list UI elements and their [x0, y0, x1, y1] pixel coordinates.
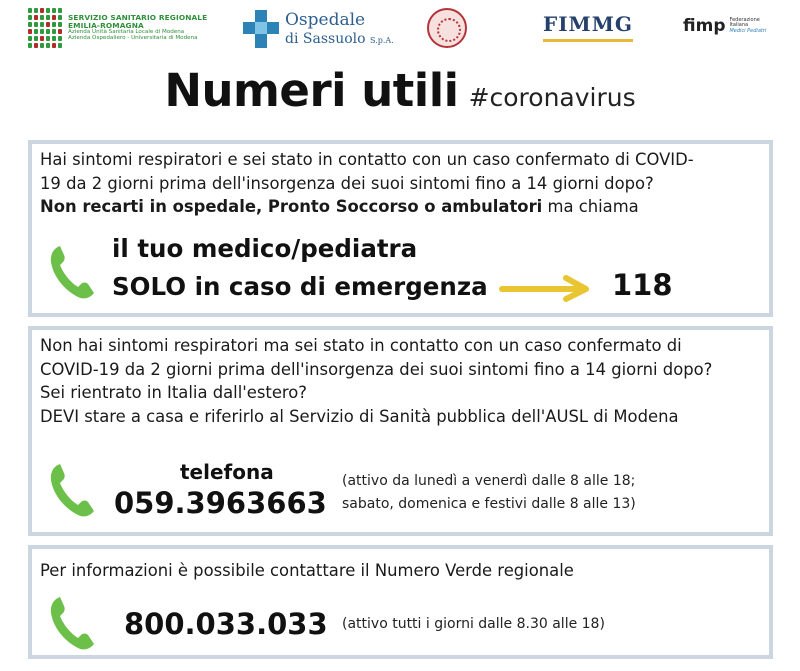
ospedale-sassuolo-logo: [243, 10, 394, 48]
fimp-sub2: Italiana: [729, 22, 749, 29]
ospedale-line1: Ospedale: [285, 10, 366, 31]
symptoms-contact-box: [28, 140, 773, 317]
fimmg-text: FIMMG: [543, 12, 633, 36]
phone-icon: [48, 595, 98, 651]
no-symptoms-contact-box: [28, 326, 773, 536]
fimp-sub1: Federazione: [729, 16, 760, 23]
title-hashtag: #coronavirus: [468, 83, 636, 112]
box2-line2: COVID-19 da 2 giorni prima dell'insorgenza dei suoi sintomi fino a 14 giorni dopo?: [40, 359, 713, 379]
phone-icon: [48, 462, 98, 518]
box1-line1: Hai sintomi respiratori e sei stato in contatto con un caso confermato di COVID-: [40, 150, 694, 169]
medical-cross-icon: [243, 10, 279, 48]
ssr-line2: EMILIA-ROMAGNA: [68, 21, 144, 31]
box1-warning: Non recarti in ospedale, Pronto Soccorso o ambulatori: [40, 197, 543, 216]
box1-line2: 19 da 2 giorni prima dell'insorgenza dei suoi sintomi fino a 14 giorni dopo?: [40, 173, 654, 193]
box2-line4: DEVI stare a casa e riferirlo al Servizio di Sanità pubblica dell'AUSL di Modena: [40, 406, 679, 426]
emergency-only-label: SOLO in caso di emergenza: [112, 272, 488, 301]
fimmg-logo: [543, 12, 633, 36]
fimp-name: fimp: [683, 16, 726, 36]
ssr-emilia-romagna-logo: [28, 8, 207, 48]
ausl-hours-weekend: sabato, domenica e festivi dalle 8 alle 13): [342, 496, 636, 512]
fimp-sub3: Medici Pediatri: [729, 27, 767, 34]
ssr-line4: Azienda Ospedaliero - Universitaria di Modena: [68, 34, 198, 41]
box2-line1: Non hai sintomi respiratori ma sei stato in contatto con un caso confermato di: [40, 336, 682, 355]
box2-text: [40, 334, 759, 428]
ssr-line1: SERVIZIO SANITARIO REGIONALE: [68, 13, 208, 23]
ausl-phone-number: 059.3963663: [114, 486, 327, 520]
page-title: [0, 64, 800, 126]
logo-strip: [0, 0, 800, 62]
ssr-line3: Azienda Unità Sanitaria Locale di Modena: [68, 28, 185, 35]
title-main: Numeri utili: [164, 64, 459, 117]
phone-icon: [48, 244, 98, 300]
numero-verde-box: [28, 545, 773, 659]
seal-emblem-icon: [427, 8, 467, 48]
arrow-right-icon: [498, 274, 592, 302]
box1-warning-rest: ma chiama: [542, 197, 639, 216]
ausl-hours-weekdays: (attivo da lunedì a venerdì dalle 8 alle 18;: [342, 473, 636, 489]
seal-logo: [427, 8, 467, 48]
emergency-number: 118: [612, 268, 673, 302]
telefona-label: telefona: [180, 460, 274, 484]
box2-line3: Sei rientrato in Italia dall'estero?: [40, 383, 308, 402]
numero-verde-hours: (attivo tutti i giorni dalle 8.30 alle 18): [342, 616, 605, 632]
ssr-grid-icon: [28, 8, 62, 48]
call-doctor-label: il tuo medico/pediatra: [112, 234, 418, 263]
ospedale-suffix: S.p.A.: [370, 35, 394, 45]
ospedale-line2: di Sassuolo: [285, 30, 366, 47]
numero-verde-number: 800.033.033: [124, 607, 328, 641]
box1-text: [40, 148, 759, 219]
box3-text: Per informazioni è possibile contattare il Numero Verde regionale: [40, 561, 574, 580]
fimp-logo: [683, 16, 766, 36]
